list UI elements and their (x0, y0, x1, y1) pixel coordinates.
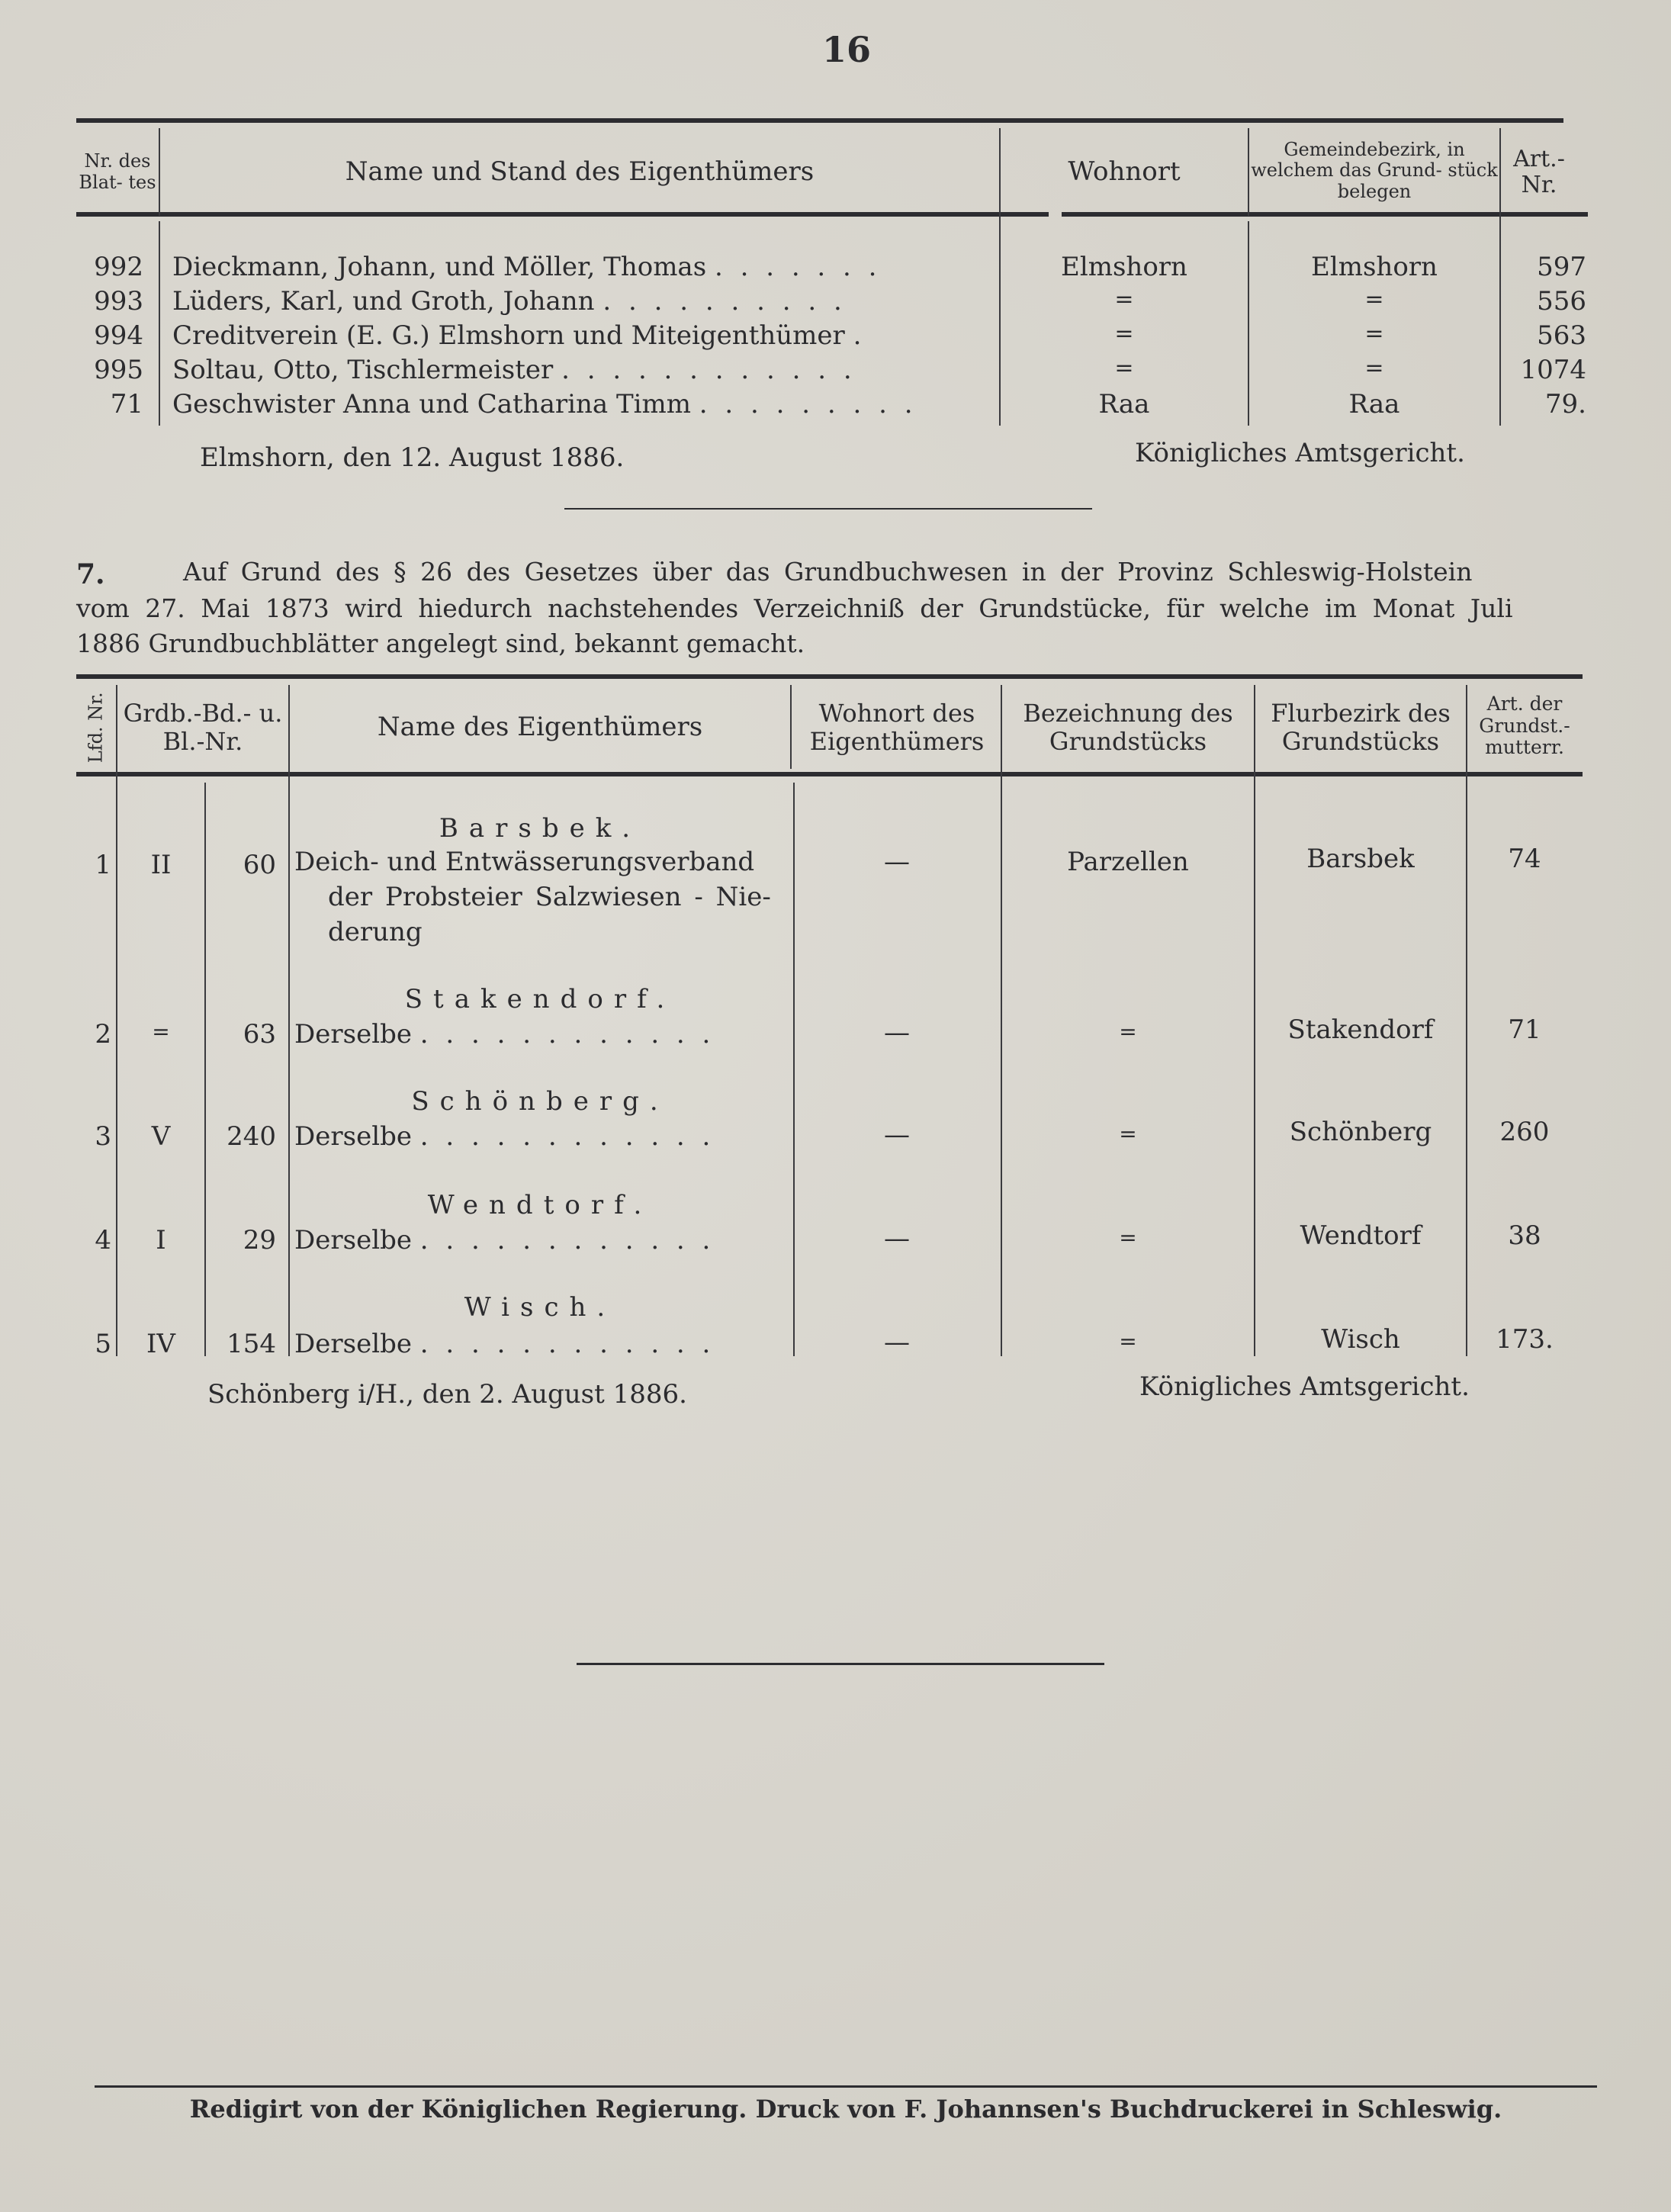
section-divider (564, 508, 1092, 510)
section-number: 7. (76, 558, 105, 590)
table-2-header-flur: Flurbezirk des Grundstücks (1271, 699, 1451, 756)
section-line-3: 1886 Grundbuchblätter angelegt sind, bekannt gemacht. (76, 629, 805, 658)
table-1-header-nr: Nr. des Blat- tes (79, 150, 156, 193)
section-line-1: Auf Grund des § 26 des Gesetzes über das Grundbuchwesen in der Provinz Schleswig-Holstein (183, 557, 1473, 587)
table-2-place-date: Schönberg i/H., den 2. August 1886. (207, 1379, 687, 1410)
table-2-court: Königliches Amtsgericht. (1139, 1371, 1470, 1402)
table-2-header-grdb: Grdb.-Bd.- u. Bl.-Nr. (123, 699, 283, 756)
footer-imprint: Redigirt von der Königlichen Regierung. Druck von F. Johannsen's Buchdruckerei in Schleswig. (189, 2095, 1502, 2124)
place-heading: Wisch. (464, 1292, 616, 1323)
place-heading: Stakendorf. (404, 984, 676, 1014)
table-2-header-art: Art. der Grundst.- mutterr. (1479, 692, 1570, 759)
footer-rule (95, 2085, 1597, 2088)
table-1-place-date: Elmshorn, den 12. August 1886. (200, 442, 625, 473)
table-1-header-bezirk: Gemeindebezirk, in welchem das Grund- stück belegen (1251, 138, 1498, 202)
table-2-header-bezeichnung: Bezeichnung des Grundstücks (1023, 699, 1233, 756)
table-1-header-wohnort: Wohnort (1068, 156, 1181, 188)
section-line-2: vom 27. Mai 1873 wird hiedurch nachstehendes Verzeichniß der Grundstücke, für welche im Monat Juli (76, 593, 1513, 623)
place-heading: Barsbek. (439, 813, 641, 844)
table-1-top-rule (76, 118, 1563, 123)
table-1-header-art: Art.- Nr. (1513, 145, 1565, 198)
table-2-header-lfd: Lfd. Nr. (85, 692, 107, 764)
table-2-header-name: Name des Eigenthümers (377, 712, 703, 743)
place-heading: Schönberg. (411, 1086, 669, 1117)
page-number: 16 (821, 29, 871, 70)
table-1-court: Königliches Amtsgericht. (1135, 438, 1465, 468)
place-heading: Wendtorf. (427, 1190, 653, 1220)
table-1-header-name: Name und Stand des Eigenthümers (345, 156, 815, 188)
table-2-header-wohnort: Wohnort des Eigenthümers (809, 699, 985, 756)
section-divider (577, 1663, 1104, 1665)
